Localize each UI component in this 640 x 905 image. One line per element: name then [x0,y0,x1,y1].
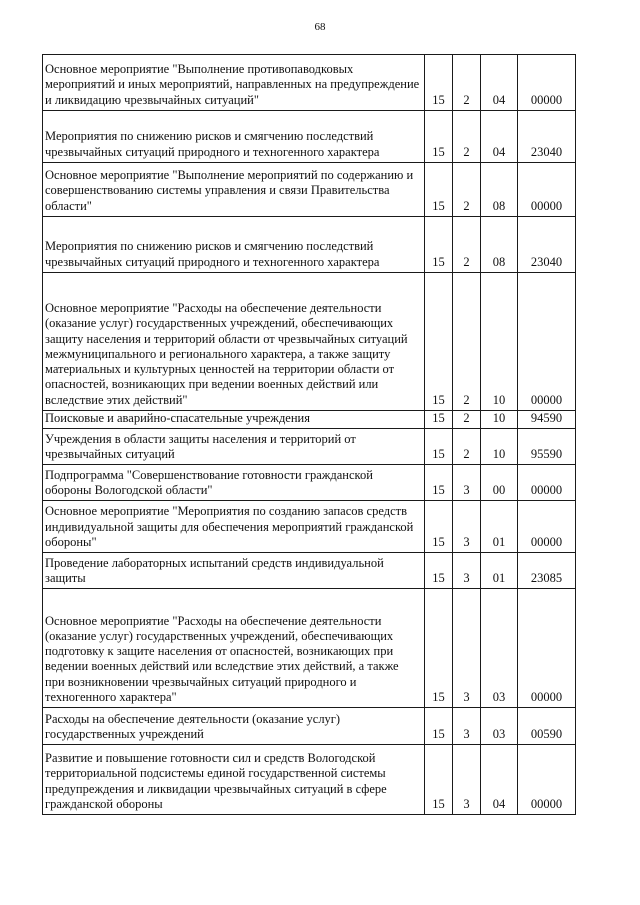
row-name-cell: Основное мероприятие "Мероприятия по созданию запасов средств индивидуальной защиты для обеспечения мероприятий гражданской обороны" [43,501,425,553]
budget-classification-table [42,54,576,815]
row-code-3-cell: 00 [481,465,518,501]
row-code-4-cell: 00000 [518,589,576,708]
row-code-1-cell: 15 [425,745,453,815]
table-row [43,501,576,553]
row-code-4-cell: 00000 [518,273,576,411]
row-code-2-cell: 2 [453,163,481,217]
row-code-3-cell: 10 [481,411,518,429]
row-name-cell: Основное мероприятие "Выполнение мероприятий по содержанию и совершенствованию системы управления и связи Правительства области" [43,163,425,217]
row-code-3-cell: 03 [481,589,518,708]
budget-table-container [42,54,575,815]
table-row [43,429,576,465]
row-code-2-cell: 2 [453,55,481,111]
row-code-3-cell: 08 [481,217,518,273]
row-code-1-cell: 15 [425,163,453,217]
row-code-2-cell: 2 [453,411,481,429]
row-code-1-cell: 15 [425,708,453,745]
row-name-cell: Мероприятия по снижению рисков и смягчению последствий чрезвычайных ситуаций природного и техногенного характера [43,111,425,163]
row-code-4-cell: 00000 [518,745,576,815]
row-code-1-cell: 15 [425,111,453,163]
table-row [43,745,576,815]
row-name-cell: Мероприятия по снижению рисков и смягчению последствий чрезвычайных ситуаций природного и техногенного характера [43,217,425,273]
row-code-3-cell: 01 [481,553,518,589]
row-code-4-cell: 23040 [518,217,576,273]
row-name-cell: Проведение лабораторных испытаний средств индивидуальной защиты [43,553,425,589]
row-code-1-cell: 15 [425,217,453,273]
row-name-cell: Основное мероприятие "Расходы на обеспечение деятельности (оказание услуг) государственных учреждений, обеспечивающих подготовку к защите населения от опасностей, возникающих при ведении военных действий или вследствие этих действий, а также при возникновении чрезвычайных ситуаций природного и техногенного характера" [43,589,425,708]
row-code-3-cell: 03 [481,708,518,745]
table-row [43,708,576,745]
row-code-1-cell: 15 [425,589,453,708]
row-code-3-cell: 10 [481,273,518,411]
row-code-1-cell: 15 [425,553,453,589]
row-code-4-cell: 00590 [518,708,576,745]
row-code-2-cell: 3 [453,745,481,815]
row-name-cell: Расходы на обеспечение деятельности (оказание услуг) государственных учреждений [43,708,425,745]
row-code-4-cell: 00000 [518,163,576,217]
row-code-3-cell: 10 [481,429,518,465]
row-code-1-cell: 15 [425,411,453,429]
row-code-2-cell: 3 [453,553,481,589]
table-row [43,217,576,273]
row-code-1-cell: 15 [425,501,453,553]
row-code-1-cell: 15 [425,55,453,111]
row-code-4-cell: 94590 [518,411,576,429]
row-code-2-cell: 2 [453,429,481,465]
row-code-2-cell: 3 [453,589,481,708]
row-code-2-cell: 3 [453,501,481,553]
row-code-3-cell: 01 [481,501,518,553]
row-name-cell: Учреждения в области защиты населения и территорий от чрезвычайных ситуаций [43,429,425,465]
page-number: 68 [314,21,326,33]
table-row [43,111,576,163]
row-name-cell: Поисковые и аварийно-спасательные учреждения [43,411,425,429]
row-code-2-cell: 2 [453,217,481,273]
row-code-4-cell: 23040 [518,111,576,163]
row-code-2-cell: 2 [453,273,481,411]
row-name-cell: Подпрограмма "Совершенствование готовности гражданской обороны Вологодской области" [43,465,425,501]
row-name-cell: Развитие и повышение готовности сил и средств Вологодской территориальной подсистемы единой государственной системы предупреждения и ликвидации чрезвычайных ситуаций в сфере гражданской обороны [43,745,425,815]
table-row [43,553,576,589]
table-row [43,589,576,708]
row-code-1-cell: 15 [425,273,453,411]
table-row [43,465,576,501]
row-code-2-cell: 3 [453,708,481,745]
row-code-4-cell: 23085 [518,553,576,589]
row-code-4-cell: 00000 [518,55,576,111]
row-name-cell: Основное мероприятие "Расходы на обеспечение деятельности (оказание услуг) государственных учреждений, обеспечивающих защиту населения и территорий области от чрезвычайных ситуаций межмуниципального и регионального характера, а также защиту материальных и культурных ценностей на территории области от опасностей, возникающих при ведении военных действий или вследствие этих действий" [43,273,425,411]
row-code-4-cell: 00000 [518,501,576,553]
row-code-3-cell: 04 [481,111,518,163]
row-code-3-cell: 08 [481,163,518,217]
row-code-3-cell: 04 [481,55,518,111]
table-row [43,411,576,429]
table-row [43,163,576,217]
row-code-1-cell: 15 [425,465,453,501]
table-row [43,55,576,111]
row-code-2-cell: 3 [453,465,481,501]
row-code-4-cell: 95590 [518,429,576,465]
row-code-3-cell: 04 [481,745,518,815]
row-code-1-cell: 15 [425,429,453,465]
table-row [43,273,576,411]
row-code-2-cell: 2 [453,111,481,163]
row-code-4-cell: 00000 [518,465,576,501]
row-name-cell: Основное мероприятие "Выполнение противопаводковых мероприятий и иных мероприятий, направленных на предупреждение и ликвидацию чрезвычайных ситуаций" [43,55,425,111]
